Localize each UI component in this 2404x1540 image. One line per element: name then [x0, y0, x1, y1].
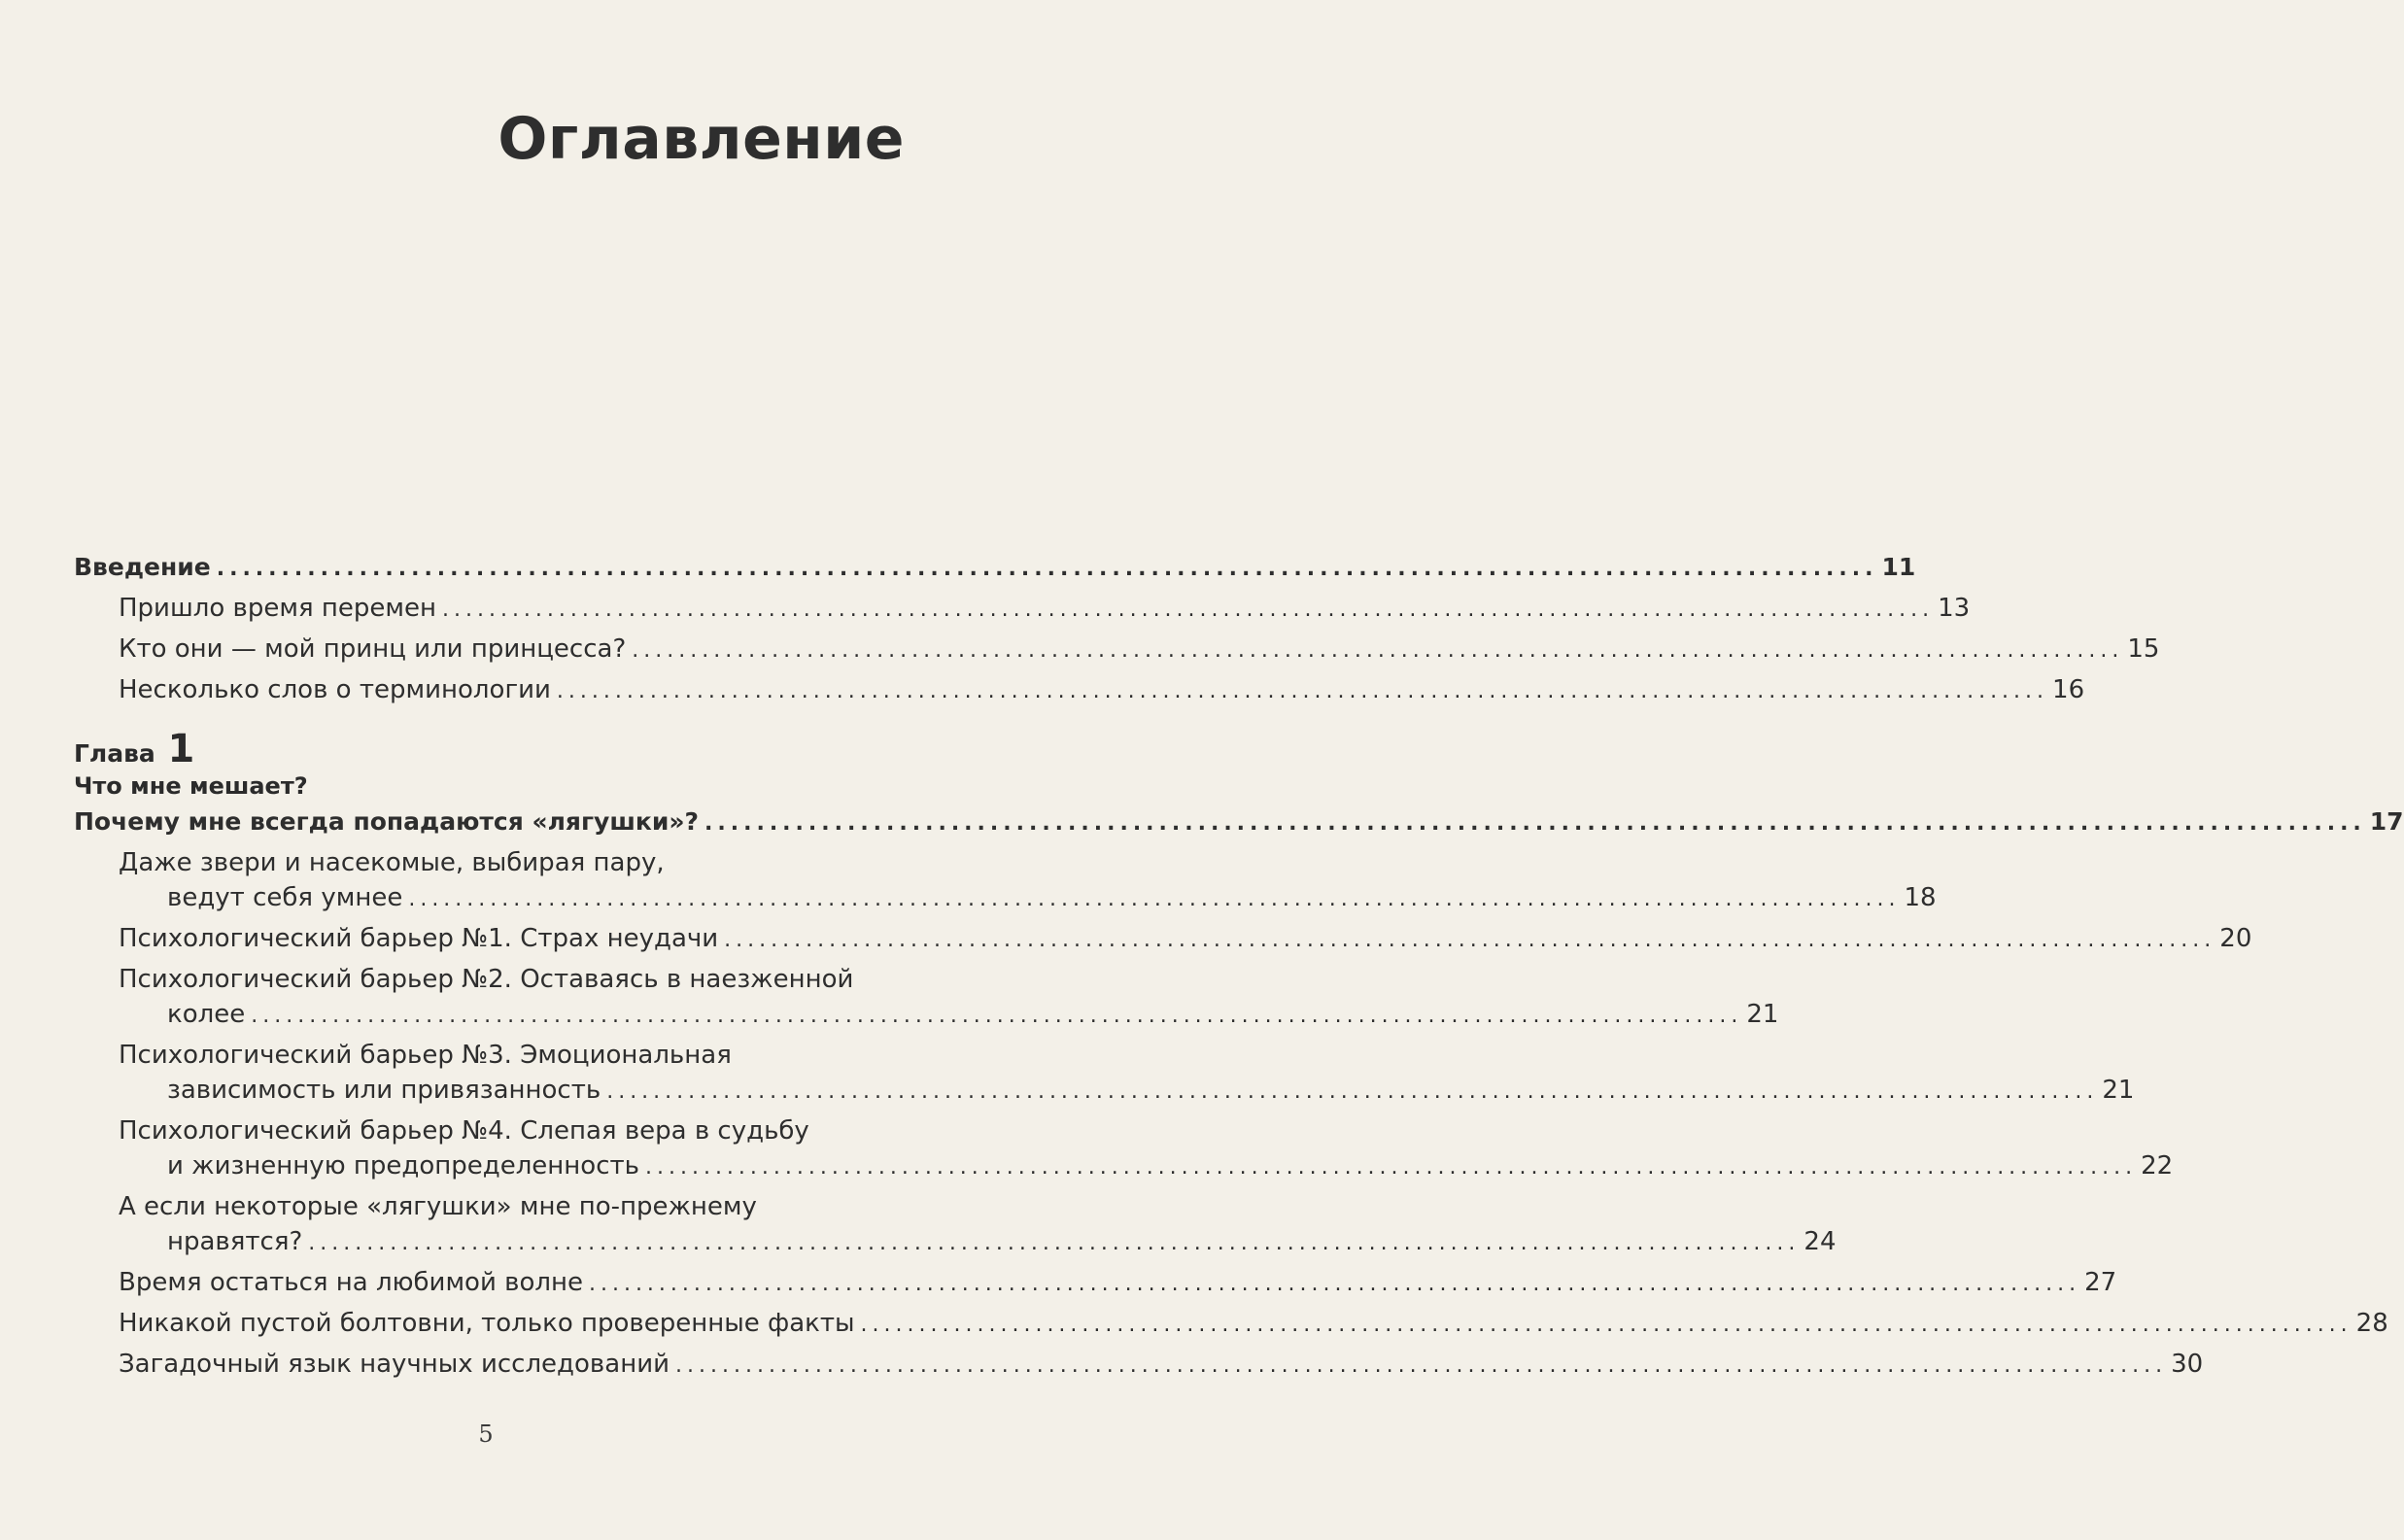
dot-leader: ................................................................................................................................	[632, 638, 2124, 663]
dot-leader: ................................................................................................................................	[606, 1079, 2099, 1104]
toc-entry-title: Несколько слов о терминологии	[119, 675, 551, 704]
toc-page-number: 13	[1938, 594, 1971, 623]
toc-entry	[74, 1073, 2135, 1108]
table-of-contents	[74, 550, 2404, 1387]
toc-entry-title: нравятся?	[167, 1227, 303, 1256]
toc-page-number: 21	[2102, 1076, 2135, 1105]
chapter-1	[74, 727, 2404, 1382]
dot-leader: ................................................................................................................................	[441, 598, 1935, 622]
toc-entry-title: Пришло время перемен	[119, 594, 436, 623]
toc-page-number: 15	[2127, 634, 2160, 664]
chapter-label-text: Глава	[74, 739, 155, 768]
toc-entry	[74, 672, 2085, 707]
toc-entry-title: Введение	[74, 553, 211, 581]
toc-entry-intro	[74, 550, 1916, 585]
page-title: Оглавление	[498, 105, 905, 173]
toc-page-number: 20	[2219, 924, 2252, 953]
page-number-footer: 5	[478, 1420, 494, 1448]
dot-leader: ................................................................................................................................	[704, 811, 2366, 836]
toc-entry	[74, 1148, 2174, 1183]
toc-entry-first-line: Психологический барьер №2. Оставаясь в наезженной	[119, 965, 854, 994]
toc-page-number: 16	[2052, 675, 2085, 704]
toc-entry-first-line: А если некоторые «лягушки» мне по-прежнему	[119, 1192, 757, 1221]
toc-entry	[74, 1265, 2117, 1300]
dot-leader: ................................................................................................................................	[556, 679, 2049, 703]
toc-entry-title: и жизненную предопределенность	[167, 1151, 639, 1181]
toc-page-number: 17	[2369, 807, 2404, 836]
toc-entry-title: Кто они — мой принц или принцесса?	[119, 634, 627, 664]
toc-page-number: 28	[2355, 1309, 2388, 1338]
dot-leader: ................................................................................................................................	[251, 1004, 1743, 1028]
dot-leader: ................................................................................................................................	[588, 1272, 2081, 1296]
toc-entry-chapter-heading	[74, 804, 2404, 839]
toc-page-number: 30	[2171, 1350, 2204, 1379]
chapter-subtitle: Что мне мешает?	[74, 772, 308, 800]
toc-entry	[74, 921, 2252, 956]
dot-leader: ................................................................................................................................	[724, 928, 2216, 952]
toc-entry	[74, 997, 1779, 1032]
toc-entry-title: ведут себя умнее	[167, 883, 403, 912]
toc-page-number: 27	[2084, 1268, 2117, 1297]
toc-entry-first-line: Психологический барьер №4. Слепая вера в судьбу	[119, 1116, 809, 1146]
toc-entry-title: Время остаться на любимой волне	[119, 1268, 583, 1297]
toc-entry-title: Психологический барьер №1. Страх неудачи	[119, 924, 719, 953]
toc-page-number: 11	[1881, 553, 1916, 581]
toc-entry	[74, 1306, 2388, 1341]
dot-leader: ................................................................................................................................	[644, 1155, 2138, 1180]
toc-entry-title: зависимость или привязанность	[167, 1076, 601, 1105]
chapter-label	[74, 727, 913, 771]
toc-entry-first-line: Психологический барьер №3. Эмоциональная	[119, 1041, 732, 1070]
dot-leader: ................................................................................................................................	[216, 557, 1878, 581]
dot-leader: ................................................................................................................................	[308, 1231, 1801, 1255]
toc-entry-title: Почему мне всегда попадаются «лягушки»?	[74, 807, 700, 836]
dot-leader: ................................................................................................................................	[675, 1353, 2168, 1378]
dot-leader: ................................................................................................................................	[860, 1313, 2352, 1337]
dot-leader: ................................................................................................................................	[408, 887, 1901, 911]
toc-entry	[74, 1347, 2204, 1382]
toc-entry	[74, 880, 1937, 915]
toc-entry-title: Никакой пустой болтовни, только проверенные факты	[119, 1309, 855, 1338]
toc-entry-title: Загадочный язык научных исследований	[119, 1350, 670, 1379]
toc-entry-title: колее	[167, 1000, 246, 1029]
toc-page-number: 21	[1746, 1000, 1779, 1029]
toc-entry	[74, 1224, 1837, 1259]
toc-page-number: 24	[1803, 1227, 1837, 1256]
toc-entry-first-line: Даже звери и насекомые, выбирая пару,	[119, 848, 665, 877]
toc-entry	[74, 632, 2160, 667]
toc-page-number: 18	[1904, 883, 1937, 912]
chapter-number: 1	[167, 727, 195, 771]
toc-page-number: 22	[2141, 1151, 2174, 1181]
toc-entry	[74, 591, 1971, 626]
